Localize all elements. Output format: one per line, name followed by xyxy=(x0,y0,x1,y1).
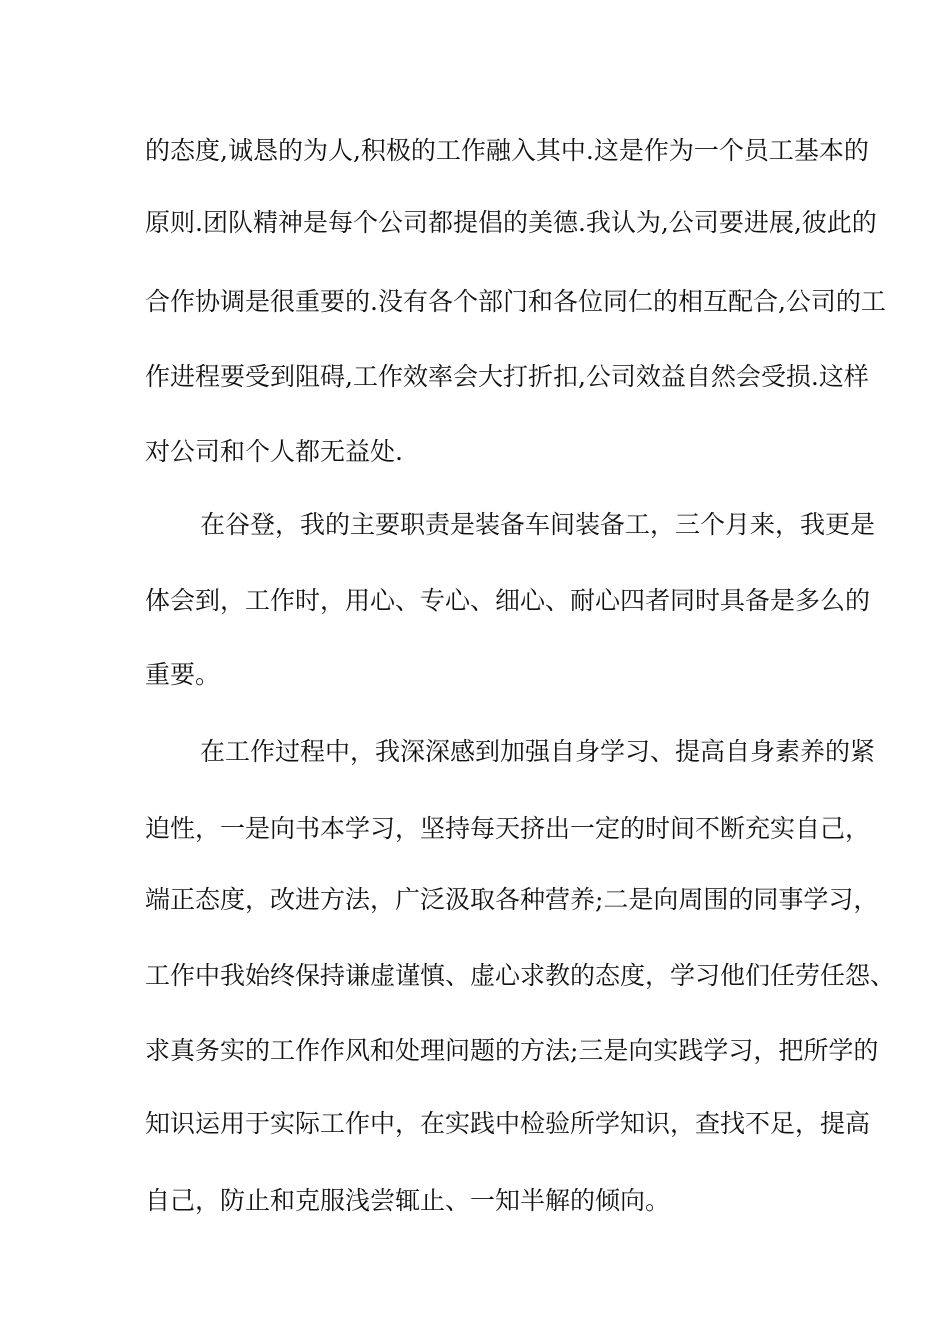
text-line: 原则.团队精神是每个公司都提倡的美德.我认为,公司要进展,彼此的 xyxy=(145,208,877,237)
text-line: 的态度,诚恳的为人,积极的工作融入其中.这是作为一个员工基本的 xyxy=(145,136,869,165)
paragraph-first-line: 在谷登，我的主要职责是装备车间装备工，三个月来，我更是 xyxy=(200,510,876,539)
text-line: 知识运用于实际工作中，在实践中检验所学知识，查找不足，提高 xyxy=(145,1109,871,1138)
paragraph-first-line: 在工作过程中，我深深感到加强自身学习、提高自身素养的紧 xyxy=(200,737,876,766)
text-line: 合作协调是很重要的.没有各个部门和各位同仁的相互配合,公司的工 xyxy=(145,287,886,316)
text-line: 重要。 xyxy=(145,660,221,689)
text-line: 对公司和个人都无益处. xyxy=(145,437,403,466)
text-line: 端正态度，改进方法，广泛汲取各种营养;二是向周围的同事学习， xyxy=(145,885,879,914)
text-line: 工作中我始终保持谦虚谨慎、虚心求教的态度，学习他们任劳任怨、 xyxy=(145,961,896,990)
text-line: 作进程要受到阻碍,工作效率会大打折扣,公司效益自然会受损.这样 xyxy=(145,362,869,391)
text-line: 体会到，工作时，用心、专心、细心、耐心四者同时具备是多么的 xyxy=(145,586,871,615)
text-line: 迫性，一是向书本学习，坚持每天挤出一定的时间不断充实自己， xyxy=(145,814,871,843)
text-line: 求真务实的工作作风和处理问题的方法;三是向实践学习，把所学的 xyxy=(145,1036,879,1065)
text-line: 自己，防止和克服浅尝辄止、一知半解的倾向。 xyxy=(145,1186,671,1215)
